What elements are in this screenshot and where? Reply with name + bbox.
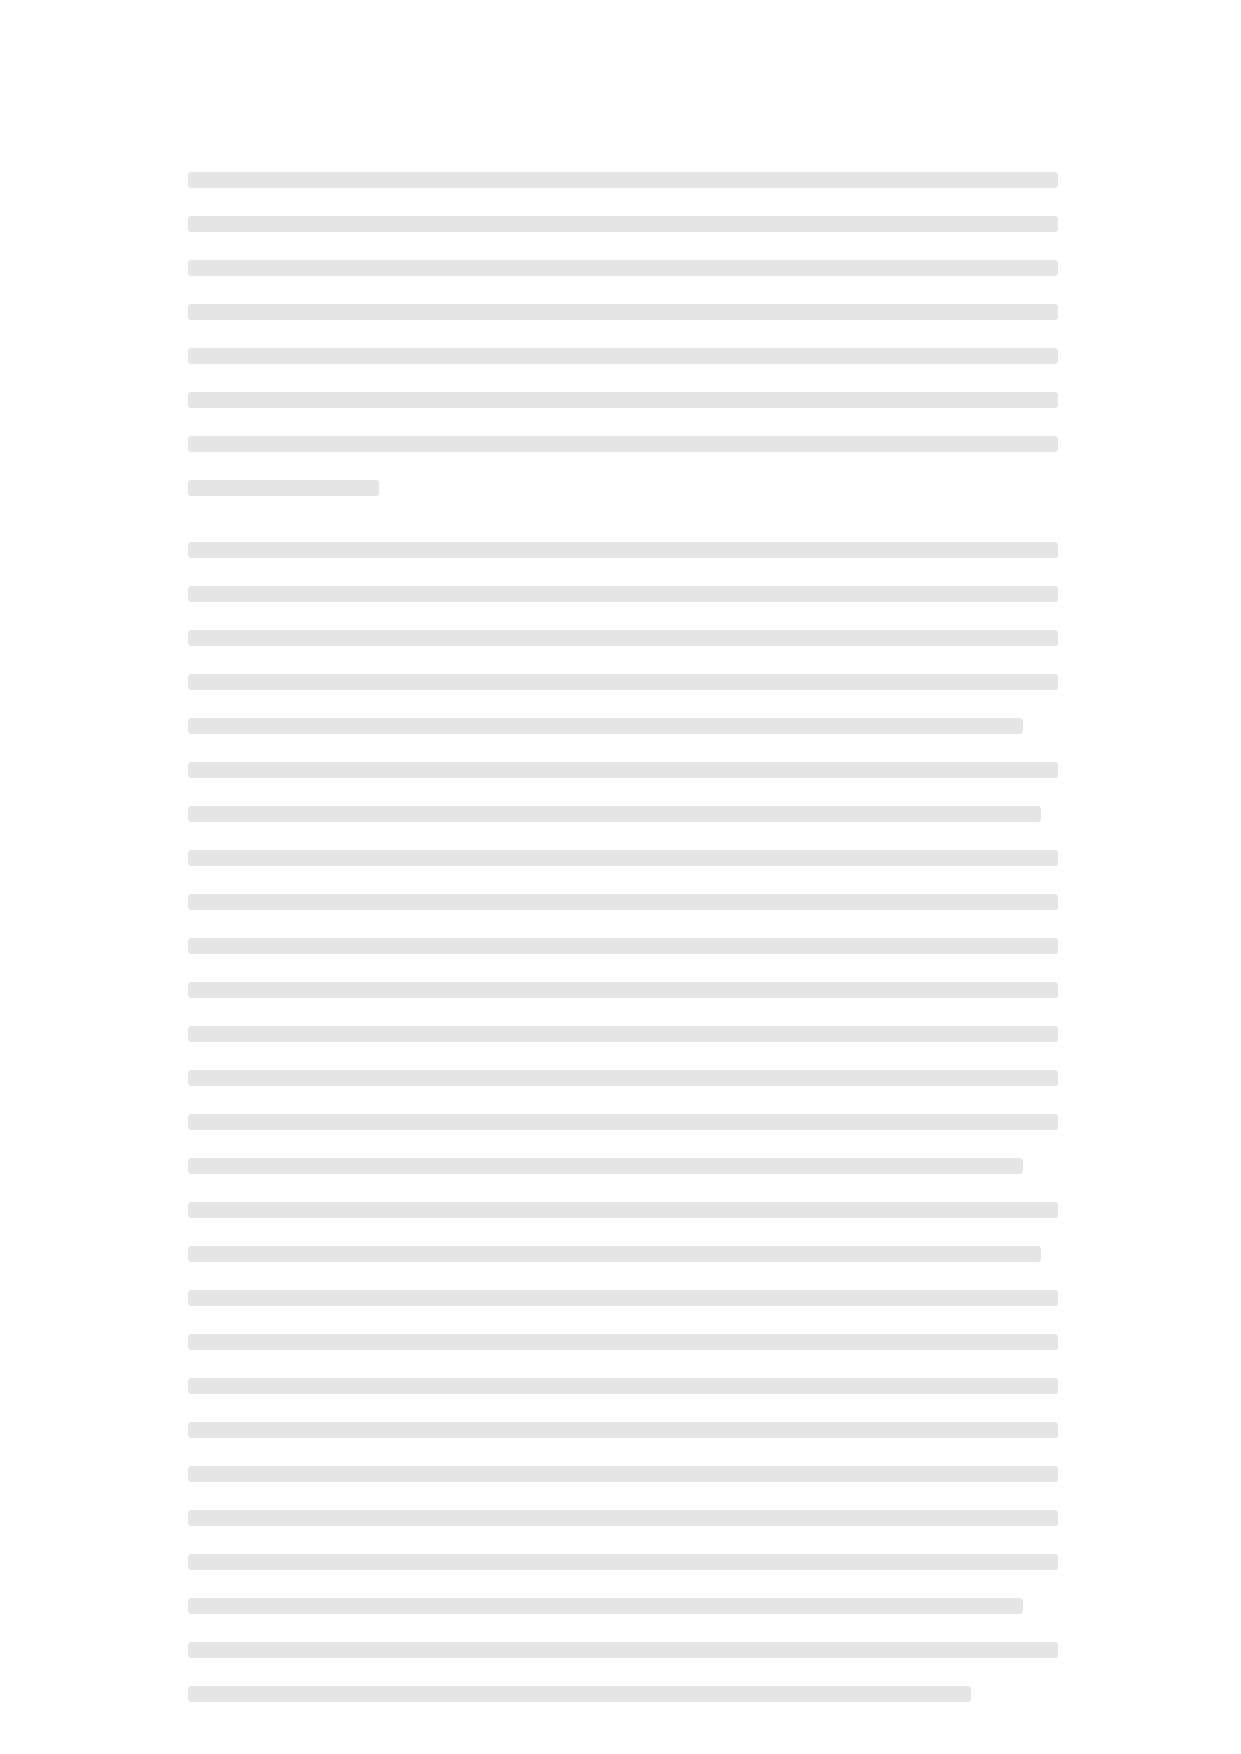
- text-line: [188, 924, 1058, 968]
- text-placeholder: [188, 1510, 1058, 1526]
- text-line: [188, 1056, 1058, 1100]
- text-line: [188, 704, 1058, 748]
- text-placeholder: [188, 1070, 1058, 1086]
- text-placeholder: [188, 982, 1058, 998]
- text-placeholder: [188, 1378, 1058, 1394]
- text-line: [188, 660, 1058, 704]
- text-line: [188, 246, 1058, 290]
- text-line: [188, 616, 1058, 660]
- text-placeholder: [188, 762, 1058, 778]
- text-placeholder: [188, 894, 1058, 910]
- text-placeholder: [188, 480, 379, 496]
- text-placeholder: [188, 674, 1058, 690]
- text-line: [188, 1672, 1058, 1716]
- text-line: [188, 1012, 1058, 1056]
- text-placeholder: [188, 1466, 1058, 1482]
- text-placeholder: [188, 542, 1058, 558]
- text-line: [188, 748, 1058, 792]
- text-line: [188, 968, 1058, 1012]
- text-line: [188, 1188, 1058, 1232]
- text-placeholder: [188, 172, 1058, 188]
- text-placeholder: [188, 348, 1058, 364]
- text-line: [188, 572, 1058, 616]
- text-line: [188, 1540, 1058, 1584]
- text-placeholder: [188, 718, 1023, 734]
- text-placeholder: [188, 216, 1058, 232]
- text-line: [188, 880, 1058, 924]
- text-line: [188, 1364, 1058, 1408]
- text-placeholder: [188, 1686, 971, 1702]
- text-line: [188, 158, 1058, 202]
- text-line: [188, 1276, 1058, 1320]
- text-line: [188, 836, 1058, 880]
- text-placeholder: [188, 1598, 1023, 1614]
- text-line: [188, 466, 1058, 510]
- text-line: [188, 1232, 1058, 1276]
- text-placeholder: [188, 806, 1041, 822]
- text-placeholder: [188, 1246, 1041, 1262]
- text-placeholder: [188, 1026, 1058, 1042]
- text-line: [188, 290, 1058, 334]
- text-line: [188, 422, 1058, 466]
- text-line: [188, 1320, 1058, 1364]
- text-placeholder: [188, 1114, 1058, 1130]
- text-placeholder: [188, 392, 1058, 408]
- text-line: [188, 1100, 1058, 1144]
- text-placeholder: [188, 304, 1058, 320]
- text-placeholder: [188, 1554, 1058, 1570]
- text-placeholder: [188, 1422, 1058, 1438]
- text-placeholder: [188, 1158, 1023, 1174]
- text-line: [188, 1496, 1058, 1540]
- text-line: [188, 1584, 1058, 1628]
- text-line: [188, 334, 1058, 378]
- text-placeholder: [188, 1290, 1058, 1306]
- paragraph-2: [188, 528, 1058, 1716]
- text-placeholder: [188, 630, 1058, 646]
- text-line: [188, 1144, 1058, 1188]
- text-placeholder: [188, 1642, 1058, 1658]
- text-placeholder: [188, 850, 1058, 866]
- text-line: [188, 528, 1058, 572]
- text-placeholder: [188, 1202, 1058, 1218]
- text-line: [188, 1452, 1058, 1496]
- text-placeholder: [188, 586, 1058, 602]
- text-line: [188, 1628, 1058, 1672]
- text-placeholder: [188, 1334, 1058, 1350]
- text-placeholder: [188, 260, 1058, 276]
- text-line: [188, 792, 1058, 836]
- text-line: [188, 202, 1058, 246]
- text-line: [188, 378, 1058, 422]
- paragraph-1: [188, 158, 1058, 510]
- text-line: [188, 1408, 1058, 1452]
- text-placeholder: [188, 938, 1058, 954]
- text-placeholder: [188, 436, 1058, 452]
